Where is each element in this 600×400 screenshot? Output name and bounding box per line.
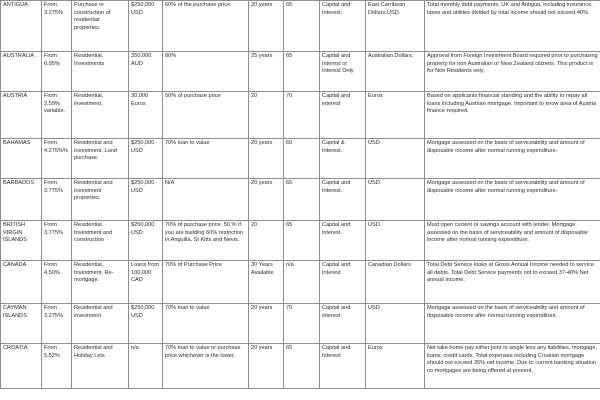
cell-currency: Euros	[366, 344, 425, 389]
cell-max-loan: Loans from 100,000 CAD	[129, 261, 163, 304]
table-row	[1, 1, 600, 52]
table-row	[1, 52, 600, 92]
cell-currency: USD	[366, 139, 425, 179]
cell-ltv: 70% of Purchase Price	[163, 261, 249, 304]
cell-ltv: 70% loan to value or purchase price whichever is the lower.	[163, 344, 249, 389]
table-row	[1, 304, 600, 344]
cell-rate: From 2.59% variable.	[42, 92, 72, 139]
cell-notes: Based on applicants financial standing and the ability to repay all loans including Austrian mortgage. Important to know area of Austria finance required.	[425, 92, 600, 139]
cell-max-loan: $250,000 USD	[129, 139, 163, 179]
cell-max-loan: $250,000 USD	[129, 221, 163, 261]
cell-age: 60	[284, 139, 320, 179]
cell-country: BRITISH VIRGIN ISLANDS	[1, 221, 42, 261]
cell-term: 20 years	[249, 1, 284, 52]
cell-currency: Australian Dollars.	[366, 52, 425, 92]
cell-term: 20 years	[249, 304, 284, 344]
cell-country: CAYMAN ISLANDS	[1, 304, 42, 344]
cell-max-loan: $250,000 USD	[129, 179, 163, 221]
cell-purpose: Residential and investment	[72, 304, 129, 344]
cell-purpose: Residential, Investment and construction	[72, 221, 129, 261]
cell-age: 65	[284, 179, 320, 221]
cell-purpose: Residential and Investment. Land purchase.	[72, 139, 129, 179]
cell-rate: From 3.275%	[42, 1, 72, 52]
cell-country: BARBADOS	[1, 179, 42, 221]
cell-ltv: 50% of purchase price	[163, 92, 249, 139]
cell-term: 20	[249, 92, 284, 139]
cell-repayment: Capital and Interest or Interest Only	[320, 52, 366, 92]
cell-rate: From 3.775%	[42, 221, 72, 261]
cell-repayment: Capital and interest.	[320, 304, 366, 344]
table-row	[1, 139, 600, 179]
cell-purpose: Residential and Holiday Lets	[72, 344, 129, 389]
cell-currency: USD.	[366, 221, 425, 261]
cell-max-loan: $250,000 USD	[129, 1, 163, 52]
cell-age: 70	[284, 304, 320, 344]
cell-age: 65	[284, 221, 320, 261]
cell-country: BAHAMAS	[1, 139, 42, 179]
cell-term: 25 years	[249, 52, 284, 92]
cell-rate: From 6.95%	[42, 52, 72, 92]
cell-purpose: Residential and Investment properties.	[72, 179, 129, 221]
table-row	[1, 179, 600, 221]
cell-ltv: 60% of the purchase price.	[163, 1, 249, 52]
cell-country: CROATIA	[1, 344, 42, 389]
cell-ltv: N/A	[163, 179, 249, 221]
table-row	[1, 221, 600, 261]
cell-rate: From 5.52%	[42, 344, 72, 389]
cell-age: 65	[284, 344, 320, 389]
cell-currency: Euros	[366, 92, 425, 139]
cell-term: 20 years	[249, 139, 284, 179]
cell-notes: Mortgage assessed on the basis of serviceability and amount of disposable income after normal running expenditure.	[425, 179, 600, 221]
cell-age: 65	[284, 1, 320, 52]
cell-age: 70	[284, 92, 320, 139]
table-row	[1, 344, 600, 389]
cell-term: 20	[249, 221, 284, 261]
table-row	[1, 92, 600, 139]
table-body	[1, 1, 600, 389]
cell-max-loan: n/a	[129, 344, 163, 389]
cell-purpose: Residential, investment.	[72, 92, 129, 139]
cell-notes: Mortgage assessed on the basis of serviceability and amount of disposable income after normal running expenditure.	[425, 139, 600, 179]
cell-country: CANADA	[1, 261, 42, 304]
cell-notes: Total Debt Service looks at Gross Annual Income needed to service all debts. Total Debt Service payments not to exceed 37-40% Net annual income.	[425, 261, 600, 304]
cell-repayment: Capital and Interest.	[320, 179, 366, 221]
cell-age: n/a	[284, 261, 320, 304]
cell-repayment: Capital & Interest.	[320, 139, 366, 179]
cell-age: 65	[284, 52, 320, 92]
cell-rate: From 4.275%%	[42, 139, 72, 179]
cell-max-loan: 350,000 AUD	[129, 52, 163, 92]
cell-notes: Total monthly debt payments, UK and Antigua, including insurance, taxes and utilities divided by total income should not exceed 40%.	[425, 1, 600, 52]
cell-term: 30 Years Available	[249, 261, 284, 304]
cell-currency: East Carribean Dollars,USD.	[366, 1, 425, 52]
cell-ltv: 80%	[163, 52, 249, 92]
cell-notes: Net take home pay either joint or single less any liabilities, mortgage, loans, credit cards. Total expenses including Croatian mortgage should not exceed 35% net income. Due to current banking situation no mortgages are being offered at present.	[425, 344, 600, 389]
cell-repayment: Capital and Interest	[320, 344, 366, 389]
cell-rate: From 3.275%	[42, 304, 72, 344]
cell-max-loan: 30,000 Euros	[129, 92, 163, 139]
cell-country: AUSTRIA	[1, 92, 42, 139]
cell-purpose: Residential, Investment, Re-mortgage.	[72, 261, 129, 304]
cell-max-loan: $250,000 USD	[129, 304, 163, 344]
table-row	[1, 261, 600, 304]
cell-repayment: Capital and interest	[320, 92, 366, 139]
cell-repayment: Capital and Interest.	[320, 1, 366, 52]
cell-purpose: Residential, Investments	[72, 52, 129, 92]
cell-currency: Canadian Dollars	[366, 261, 425, 304]
cell-country: ANTIGUA	[1, 1, 42, 52]
cell-ltv: 70% loan to value	[163, 304, 249, 344]
cell-ltv: 70% loan to value	[163, 139, 249, 179]
cell-repayment: Capital and interest.	[320, 221, 366, 261]
cell-rate: From 3.775%	[42, 179, 72, 221]
cell-notes: Mortgage assessed on the basis of serviceability and amount of disposable income after normal running expenditure.	[425, 304, 600, 344]
cell-notes: Must open current or savings account with lender. Mortgage assessed on the basis of serviceability and amount of disposable income after normal running expenditure.	[425, 221, 600, 261]
cell-ltv: 70% of purchase price. 50 % if you are building 60% restriction in Anguilla, St Kitts and Nevis.	[163, 221, 249, 261]
cell-repayment: Capital and Interest	[320, 261, 366, 304]
cell-notes: Approval from Foreign Investment Board required prior to purchasing property for non Australian or New Zealand citizens. This product is for Non Residents only.	[425, 52, 600, 92]
cell-currency: USD	[366, 304, 425, 344]
cell-purpose: Purchase or construction of residential properties.	[72, 1, 129, 52]
cell-country: AUSTRALIA	[1, 52, 42, 92]
cell-rate: From 4.50%	[42, 261, 72, 304]
cell-currency: USD.	[366, 179, 425, 221]
cell-term: 20 years	[249, 344, 284, 389]
cell-term: 20 years	[249, 179, 284, 221]
